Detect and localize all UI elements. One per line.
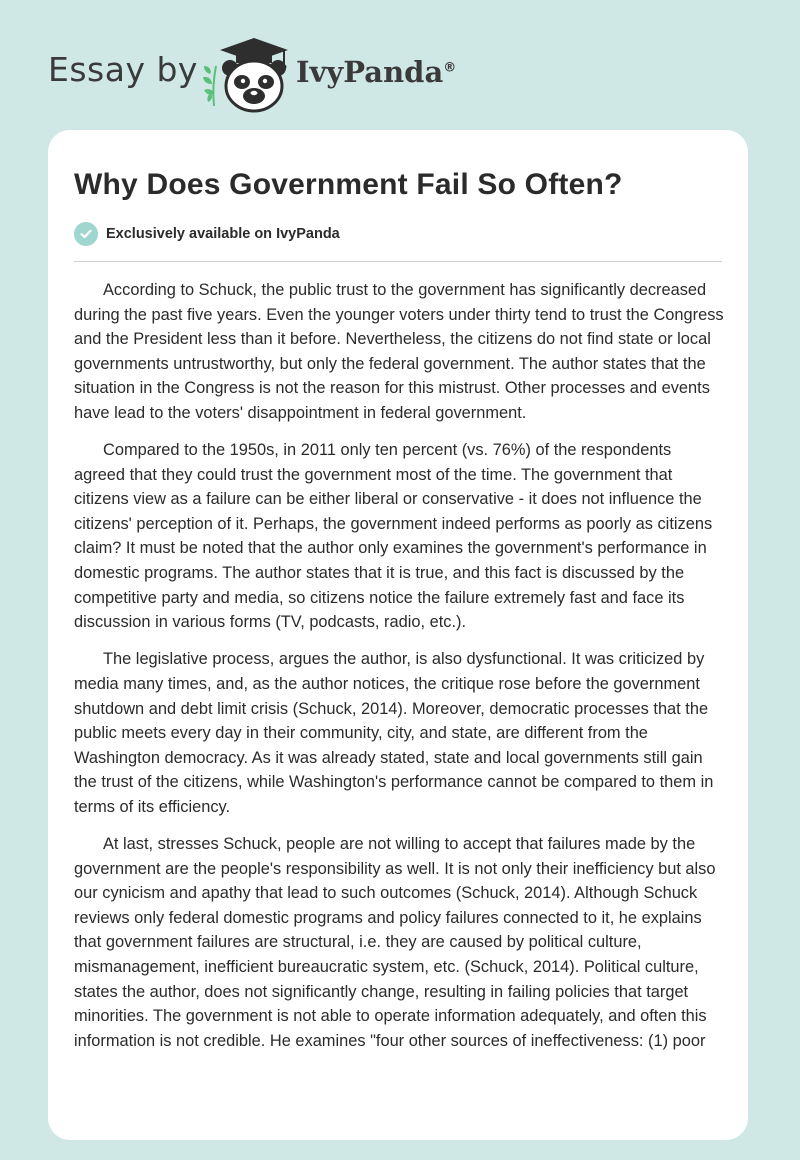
paragraph: The legislative process, argues the author, is also dysfunctional. It was criticized by media many times, and, as the author notices, the critique rose before the government shutdown and debt limit crisis (Schuck, 2014). Moreover, democratic processes that the public meets every day in their community, city, and state, are different from the Washington democracy. As it was already stated, state and local governments still gain the trust of the citizens, while Washington's performance cannot be compared to them in terms of its efficiency. [74, 650, 714, 816]
exclusive-badge [74, 222, 340, 246]
registered-mark: ® [443, 60, 457, 76]
paragraph: At last, stresses Schuck, people are not willing to accept that failures made by the government are the people's responsibility as well. It is not only their inefficiency but also our cynicism and apathy that lead to such outcomes (Schuck, 2014). Although Schuck reviews only federal domestic programs and policy failures connected to it, he explains that government failures are structural, i.e. they are caused by political culture, mismanagement, inefficient bureaucratic system, etc. (Schuck, 2014). Political culture, states the author, does not significantly change, resulting in failing policies that target minorities. The government is not able to operate information adequately, and often this information is not credible. He examines "four other sources of ineffectiveness: (1) poor [74, 834, 716, 1050]
panda-logo-icon [200, 36, 292, 114]
essay-by-label: Essay by [48, 50, 198, 89]
page-title: Why Does Government Fail So Often? [74, 168, 623, 201]
paragraph: Compared to the 1950s, in 2011 only ten percent (vs. 76%) of the respondents agreed that they could trust the government most of the time. The government that citizens view as a failure can be either liberal or conservative - it does not influence the citizens' perception of it. Perhaps, the government indeed performs as poorly as citizens claim? It must be noted that the author only examines the government's performance in domestic programs. The author states that it is true, and this fact is discussed by the competitive party and media, so citizens notice the failure extremely fast and face its discussion in various forms (TV, podcasts, radio, etc.). [74, 441, 713, 632]
paragraph: According to Schuck, the public trust to the government has significantly decreased during the past five years. Even the younger voters under thirty tend to trust the Congress and the President less than it before. Nevertheless, the citizens do not find state or local governments untrustworthy, but only the federal government. The author states that the situation in the Congress is not the reason for this mistrust. Other processes and events have lead to the voters' disappointment in federal government. [74, 281, 724, 422]
check-icon [74, 222, 98, 246]
divider [74, 261, 722, 262]
site-header [0, 0, 800, 130]
brand-name-text: IvyPanda [296, 55, 444, 89]
essay-card [48, 130, 748, 1140]
exclusive-badge-label: Exclusively available on IvyPanda [106, 226, 340, 242]
ivypanda-logo[interactable] [200, 36, 292, 114]
essay-body [74, 278, 724, 1066]
brand-name[interactable] [296, 55, 456, 89]
